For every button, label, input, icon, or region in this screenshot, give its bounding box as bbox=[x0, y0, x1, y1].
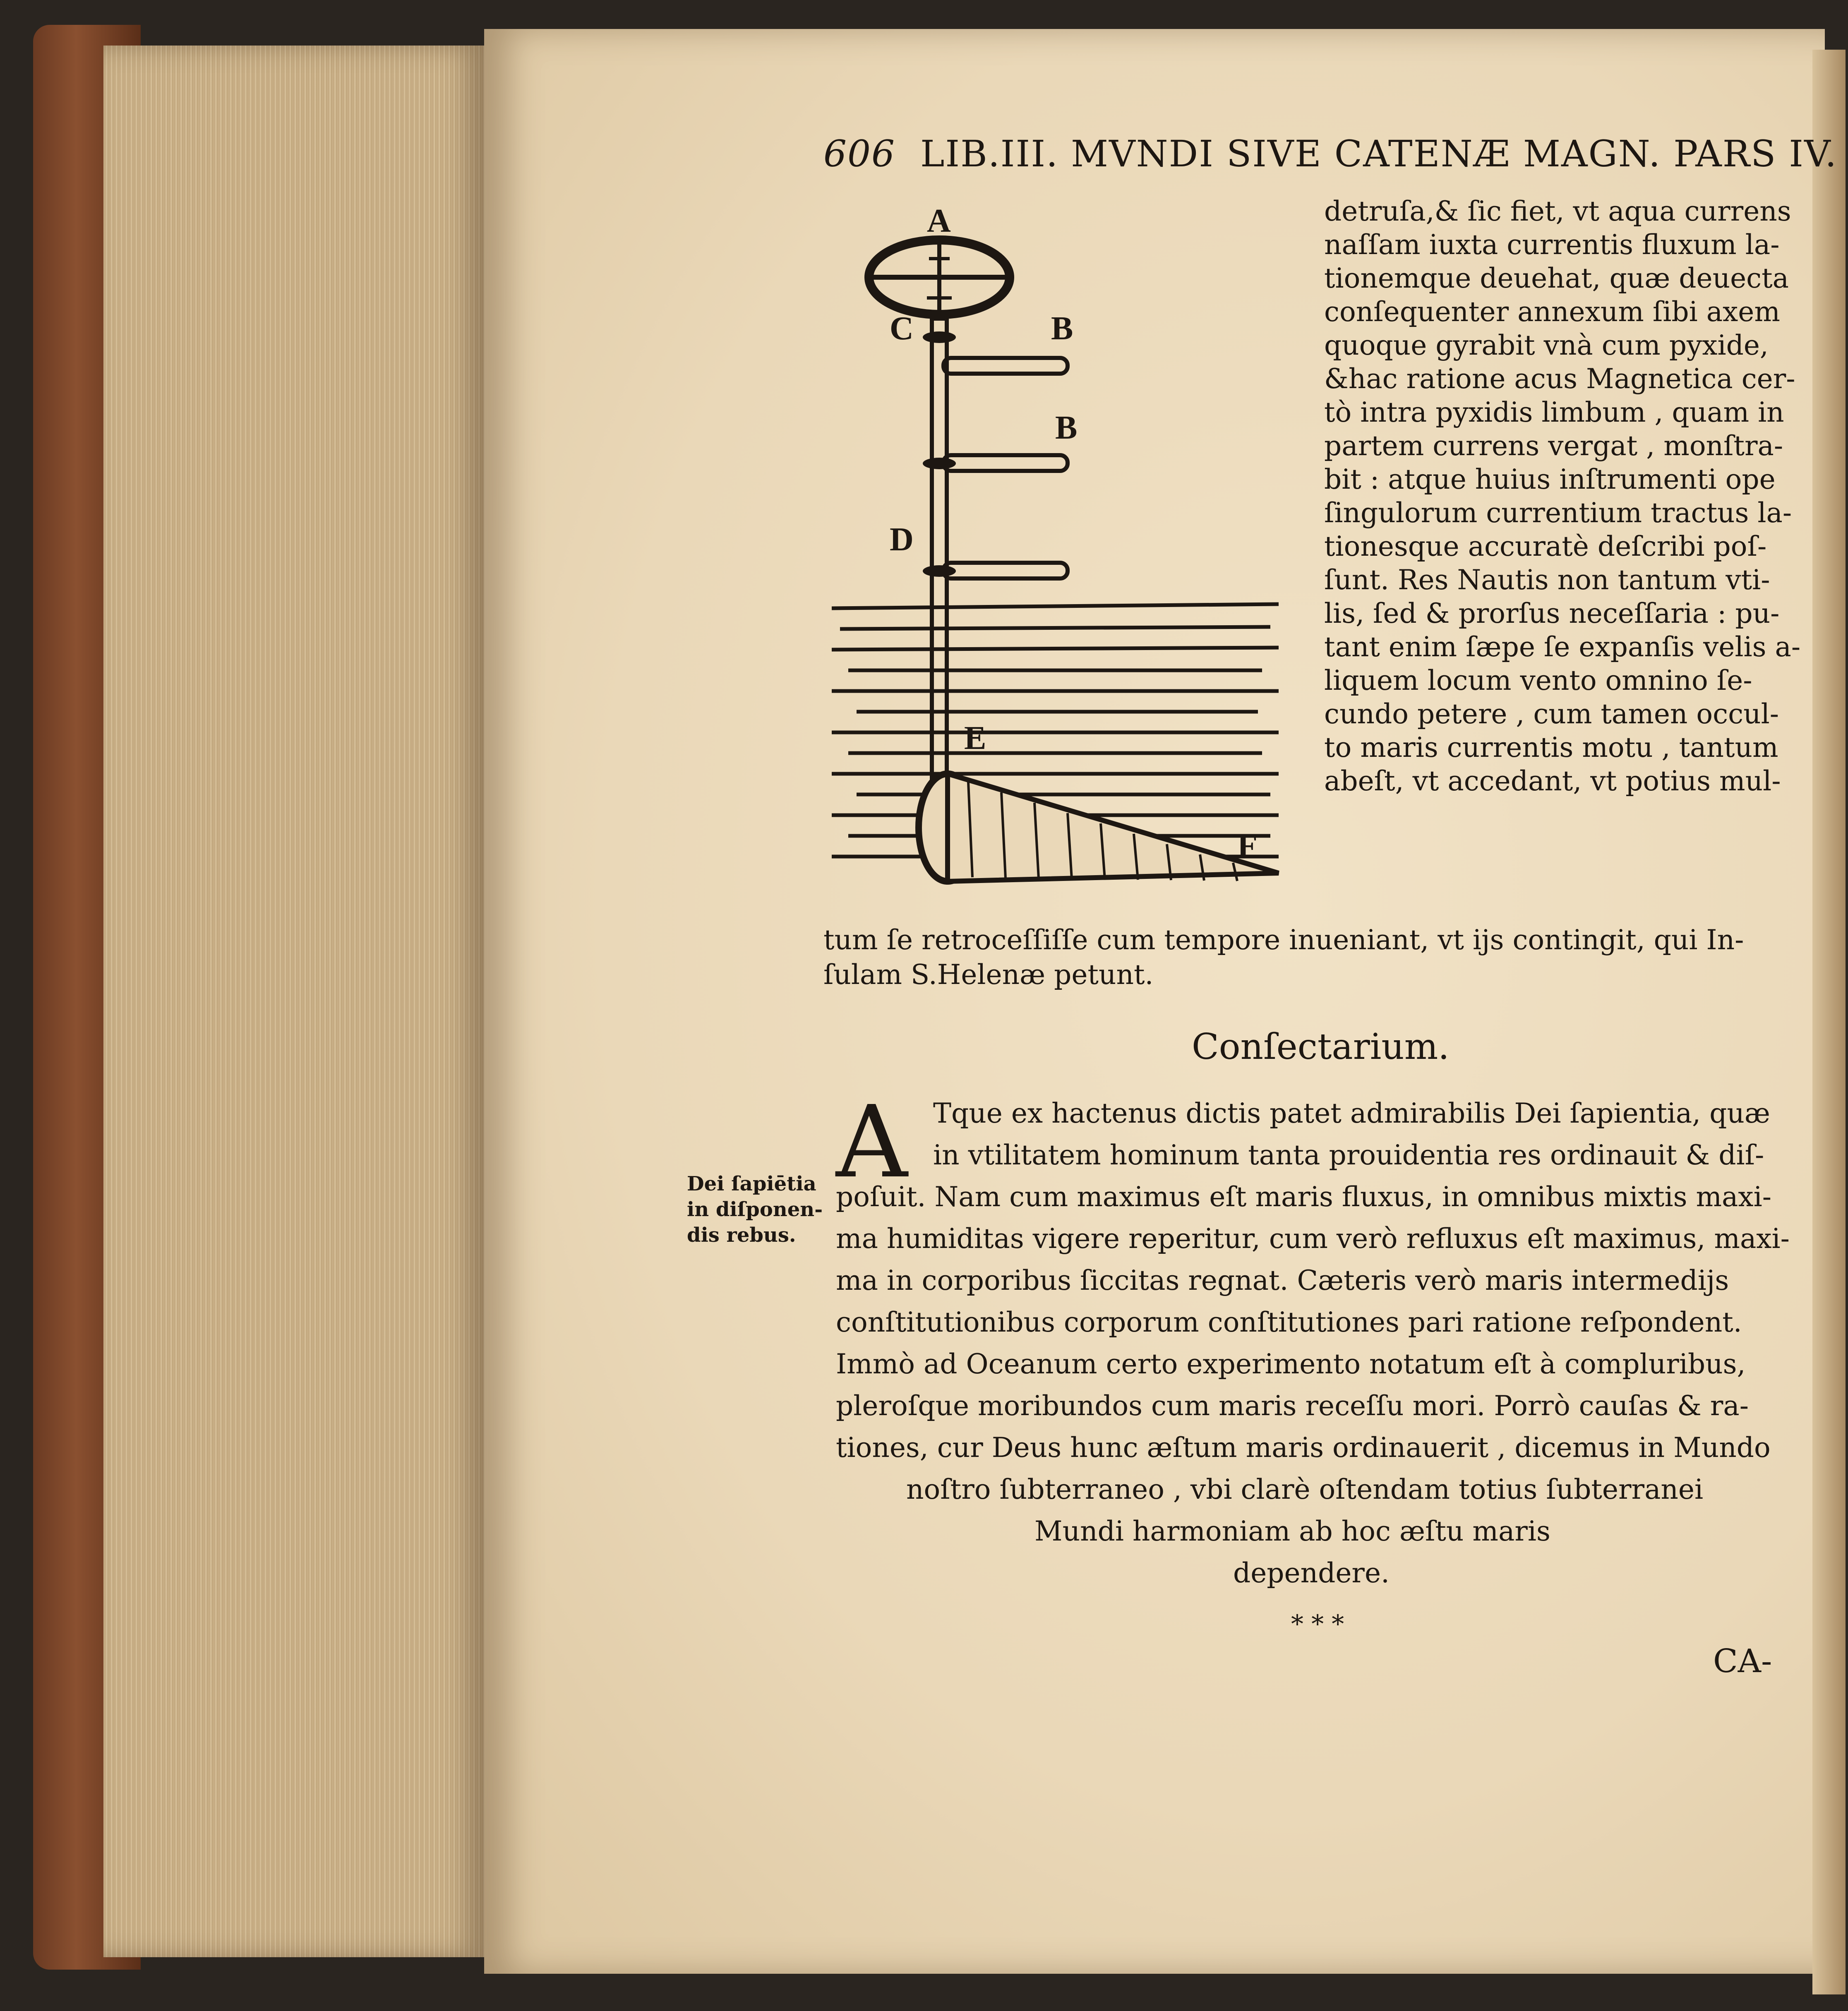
text-line: ſunt. Res Nautis non tantum vti- bbox=[1324, 564, 1770, 596]
text-line: Tque ex hactenus dictis patet admirabilis Dei ſapientia, quæ bbox=[933, 1097, 1770, 1129]
drop-cap: A bbox=[836, 1084, 908, 1200]
text-line: Mundi harmoniam ab hoc æſtu maris bbox=[1034, 1515, 1550, 1547]
text-line: tò intra pyxidis limbum , quam in bbox=[1324, 396, 1784, 428]
label-d: D bbox=[890, 521, 914, 558]
text-line: Immò ad Oceanum certo experimento notatum eſt à compluribus, bbox=[836, 1348, 1746, 1380]
text-line: ſulam S.Helenæ petunt. bbox=[823, 959, 1154, 991]
note-line: Dei ſapiētia bbox=[687, 1172, 816, 1195]
running-title: LIB.III. MVNDI SIVE CATENÆ MAGN. PARS IV. bbox=[920, 132, 1838, 175]
body-paragraph bbox=[836, 1084, 1790, 1594]
text-line: tiones, cur Deus hunc æſtum maris ordinauerit , dicemus in Mundo bbox=[836, 1432, 1771, 1464]
text-line: &hac ratione acus Magnetica cer- bbox=[1324, 363, 1795, 395]
text-line: noſtro ſubterraneo , vbi clarè oſtendam totius ſubterranei bbox=[906, 1473, 1704, 1505]
text-line: tionesque accuratè deſcribi poſ- bbox=[1324, 530, 1767, 562]
label-e: E bbox=[964, 720, 986, 756]
full-width-text bbox=[823, 923, 1771, 992]
page-edges bbox=[103, 46, 484, 1957]
label-b2: B bbox=[1055, 410, 1078, 446]
text-line: tant enim ſæpe ſe expanſis velis a- bbox=[1324, 631, 1801, 663]
label-b1: B bbox=[1051, 310, 1073, 347]
label-c: C bbox=[890, 310, 914, 347]
text-line: liquem locum vento omnino ſe- bbox=[1324, 665, 1752, 696]
section-heading: Conſectarium. bbox=[1192, 1026, 1450, 1068]
catchword-visible: CA- bbox=[1713, 1643, 1772, 1680]
note-line: in diſponen- bbox=[687, 1198, 823, 1221]
text-line: ma in corporibus ſiccitas regnat. Cæteris verò maris intermedijs bbox=[836, 1265, 1729, 1296]
text-line: naſſam iuxta currentis fluxum la- bbox=[1324, 229, 1780, 261]
text-line: conſtitutionibus corporum conſtitutiones pari ratione reſpondent. bbox=[836, 1306, 1742, 1338]
text-line: partem currens vergat , monſtra- bbox=[1324, 430, 1783, 462]
text-line: detruſa,& ſic fiet, vt aqua currens bbox=[1324, 195, 1791, 227]
text-line: tionemque deuehat, quæ deuecta bbox=[1324, 262, 1789, 294]
page-right-edge bbox=[1812, 50, 1846, 1994]
text-line: cundo petere , cum tamen occul- bbox=[1324, 698, 1779, 730]
column-text bbox=[1324, 194, 1801, 798]
text-line: in vtilitatem hominum tanta prouidentia res ordinauit & diſ- bbox=[933, 1139, 1764, 1171]
text-line: quoque gyrabit vnà cum pyxide, bbox=[1324, 329, 1769, 361]
label-a: A bbox=[927, 203, 951, 239]
text-line: dependere. bbox=[1233, 1557, 1390, 1589]
text-line: to maris currentis motu , tantum bbox=[1324, 732, 1778, 763]
text-line: bit : atque huius inſtrumenti ope bbox=[1324, 463, 1776, 495]
text-line: tum ſe retroceſſiſſe cum tempore inueniant, vt ijs contingit, qui In- bbox=[823, 924, 1744, 956]
margin-note bbox=[687, 1171, 836, 1248]
text-line: ma humiditas vigere reperitur, cum verò refluxus eſt maximus, maxi- bbox=[836, 1223, 1790, 1255]
ornament-asterisks: * * * bbox=[1291, 1610, 1344, 1639]
text-line: conſequenter annexum ſibi axem bbox=[1324, 296, 1780, 328]
text-line: ſingulorum currentium tractus la- bbox=[1324, 497, 1792, 529]
text-line: lis, ſed & prorſus neceſſaria : pu- bbox=[1324, 598, 1780, 629]
page-number: 606 bbox=[823, 132, 895, 175]
note-line: dis rebus. bbox=[687, 1224, 796, 1247]
text-line: poſuit. Nam cum maximus eſt maris fluxus, in omnibus mixtis maxi- bbox=[836, 1181, 1772, 1213]
current-meter-figure bbox=[823, 194, 1303, 890]
running-head bbox=[823, 132, 1838, 175]
text-line: abeſt, vt accedant, vt potius mul- bbox=[1324, 765, 1781, 797]
label-f: F bbox=[1237, 828, 1258, 864]
text-line: pleroſque moribundos cum maris receſſu mori. Porrò cauſas & ra- bbox=[836, 1390, 1749, 1422]
